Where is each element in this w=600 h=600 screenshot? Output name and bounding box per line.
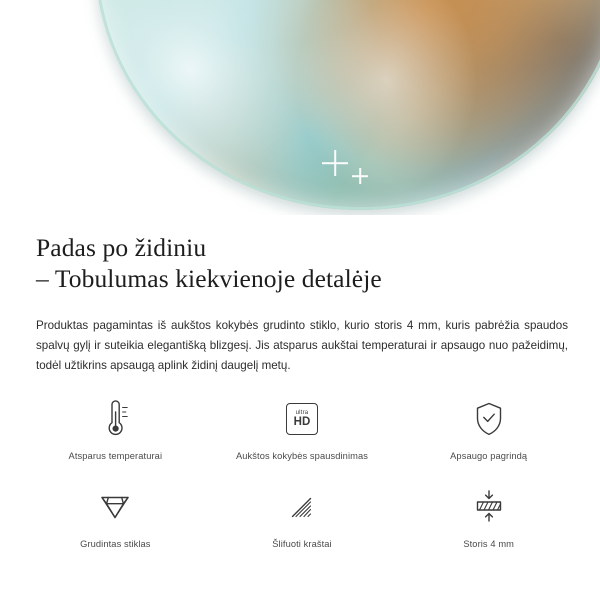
shield-check-icon <box>471 396 507 442</box>
description-paragraph: Produktas pagamintas iš aukštos kokybės grudinto stiklo, kurio storis 4 mm, kuris pabrėžia spaudos spalvų gylį ir suteikia elegantišką blizgesį. Jis atsparus aukštai temperaturai ir apsaugo nuo pažeidimų, todėl užtikrins apsaugą aplink židinį daugelį metų. <box>36 319 568 372</box>
thermometer-icon <box>98 396 132 442</box>
feature-item-surface-protection <box>395 396 582 484</box>
page-title <box>36 232 576 294</box>
feature-item-polished-edges <box>209 484 396 572</box>
headline-line-1: Padas po židiniu <box>36 233 207 262</box>
ultra-hd-bottom-text: HD <box>293 415 311 428</box>
hero-image-area <box>0 0 600 215</box>
feature-label: Apsaugo pagrindą <box>450 451 528 461</box>
ultra-hd-top-text: ultra <box>295 409 309 416</box>
feature-item-print-quality <box>209 396 396 484</box>
headline-line-2: – Tobulumas kiekvienoje detalėje <box>36 264 382 293</box>
round-glass-hearth-pad-image <box>95 0 600 210</box>
thickness-icon <box>469 484 509 530</box>
feature-item-thickness <box>395 484 582 572</box>
feature-item-tempered-glass <box>22 484 209 572</box>
feature-label: Aukštos kokybės spausdinimas <box>235 451 368 461</box>
polished-edges-icon <box>283 484 321 530</box>
feature-label: Storis 4 mm <box>463 539 515 549</box>
feature-label: Grudintas stiklas <box>80 539 151 549</box>
diamond-icon <box>95 484 135 530</box>
feature-label: Atsparus temperaturai <box>68 451 163 461</box>
feature-label: Šlifuoti kraštai <box>272 539 332 549</box>
ultra-hd-icon <box>286 396 318 442</box>
feature-grid <box>22 396 582 572</box>
feature-item-temperature-resistant <box>22 396 209 484</box>
